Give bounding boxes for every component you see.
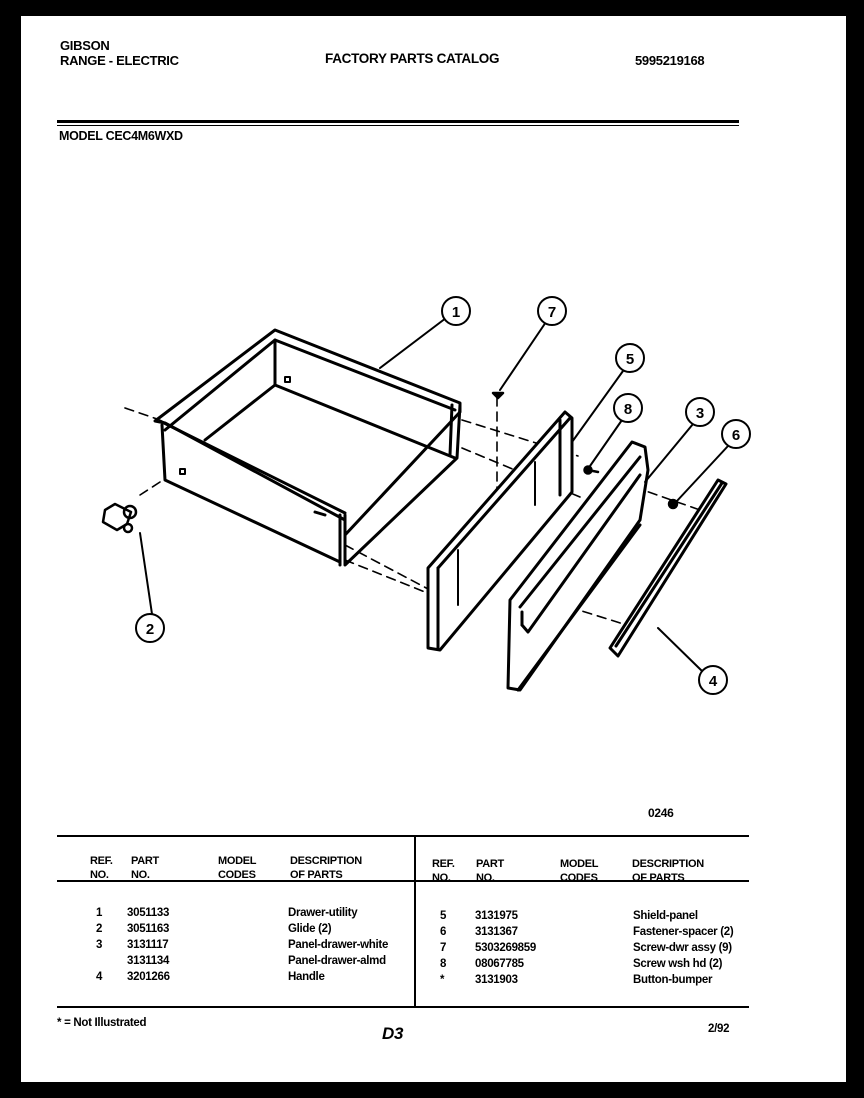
- callout-4: 4: [708, 673, 718, 690]
- table-row: * 3131903 Button-bumper: [440, 974, 713, 986]
- col-ref-no: REF. NO.: [90, 855, 113, 881]
- table-column-divider: [414, 835, 416, 1008]
- catalog-number: 5995219168: [635, 53, 705, 68]
- table-row: 5 3131975 Shield-panel: [440, 910, 698, 922]
- callout-7: 7: [547, 304, 557, 321]
- table-row: 6 3131367 Fastener-spacer (2): [440, 926, 734, 938]
- model-number: CEC4M6WXD: [105, 129, 183, 143]
- page-number: D3: [382, 1024, 404, 1043]
- table-row: 8 08067785 Screw wsh hd (2): [440, 958, 723, 970]
- table-row: 2 3051163 Glide (2): [96, 923, 332, 935]
- not-illustrated-note: * = Not Illustrated: [57, 1017, 147, 1029]
- callout-5: 5: [625, 351, 635, 368]
- table-top-rule: [57, 835, 749, 837]
- brand-name: GIBSON: [60, 38, 110, 53]
- table-row: 1 3051133 Drawer-utility: [96, 907, 358, 919]
- table-row: 4 3201266 Handle: [96, 971, 325, 983]
- drawer-utility-part: [155, 330, 460, 565]
- table-bottom-rule: [57, 1006, 749, 1008]
- product-type: RANGE - ELECTRIC: [60, 53, 179, 68]
- callout-8: 8: [623, 401, 633, 418]
- document-title: FACTORY PARTS CATALOG: [325, 51, 500, 66]
- col-model-codes: MODEL CODES: [218, 855, 257, 881]
- col-ref-no: REF. NO.: [432, 858, 455, 884]
- callout-1: 1: [451, 304, 461, 321]
- col-part-no: PART NO.: [476, 858, 504, 884]
- col-description: DESCRIPTION OF PARTS: [290, 855, 362, 881]
- model-label: MODEL: [59, 129, 103, 143]
- col-model-codes: MODEL CODES: [560, 858, 599, 884]
- table-row: 3 3131117 Panel-drawer-white: [96, 939, 389, 951]
- callout-2: 2: [145, 621, 155, 638]
- col-part-no: PART NO.: [131, 855, 159, 881]
- revision-date: 2/92: [708, 1023, 730, 1035]
- callout-3: 3: [695, 405, 705, 422]
- table-row: 7 5303269859 Screw-dwr assy (9): [440, 942, 732, 954]
- col-description: DESCRIPTION OF PARTS: [632, 858, 704, 884]
- callout-6: 6: [731, 427, 741, 444]
- figure-code: 0246: [648, 806, 674, 820]
- glide-part: [103, 504, 136, 532]
